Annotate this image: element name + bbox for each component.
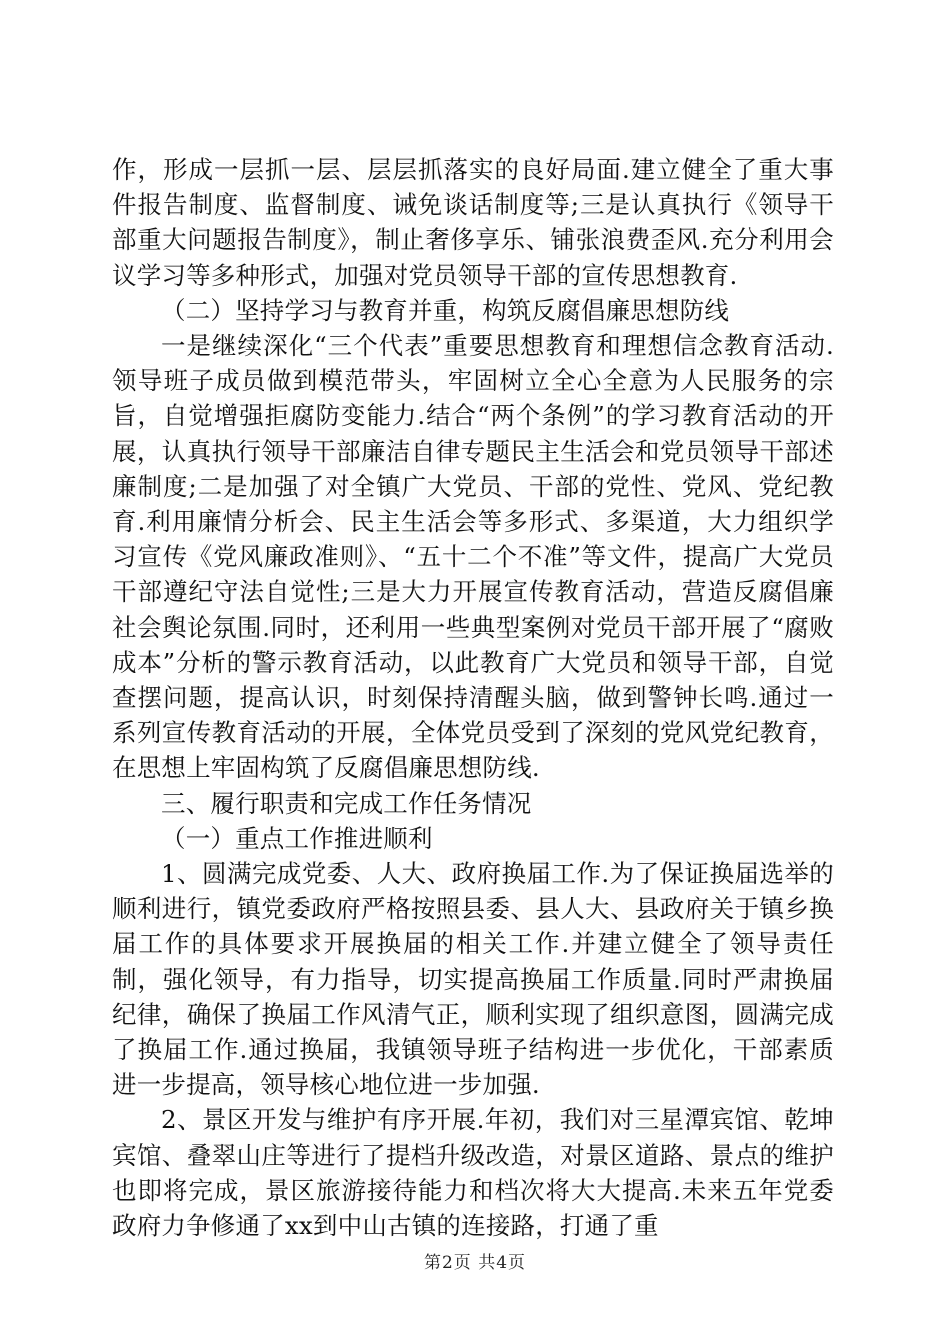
section-heading-3: 三、履行职责和完成工作任务情况 [161, 788, 532, 818]
paragraph-scenic-area: 2、景区开发与维护有序开展.年初，我们对三星潭宾馆、乾坤宾馆、叠翠山庄等进行了提档升级改造，对景区道路、景点的维护也即将完成，景区旅游接待能力和档次将大大提高.未来五年党委政府力争修通了xx到中山古镇的连接路，打通了重 [112, 1105, 834, 1241]
subsection-heading-1: （一）重点工作推进顺利 [161, 823, 433, 853]
document-body [112, 152, 834, 1243]
paragraph-education: 一是继续深化“三个代表”重要思想教育和理想信念教育活动.领导班子成员做到模范带头，牢固树立全心全意为人民服务的宗旨，自觉增强拒腐防变能力.结合“两个条例”的学习教育活动的开展，认真执行领导干部廉洁自律专题民主生活会和党员领导干部述廉制度;二是加强了对全镇广大党员、干部的党性、党风、党纪教育.利用廉情分析会、民主生活会等多形式、多渠道，大力组织学习宣传《党风廉政准则》、“五十二个不准”等文件，提高广大党员干部遵纪守法自觉性;三是大力开展宣传教育活动，营造反腐倡廉社会舆论氛围.同时，还利用一些典型案例对党员干部开展了“腐败成本”分析的警示教育活动，以此教育广大党员和领导干部，自觉查摆问题，提高认识，时刻保持清醒头脑，做到警钟长鸣.通过一系列宣传教育活动的开展，全体党员受到了深刻的党风党纪教育，在思想上牢固构筑了反腐倡廉思想防线. [112, 331, 834, 783]
paragraph-election: 1、圆满完成党委、人大、政府换届工作.为了保证换届选举的顺利进行，镇党委政府严格按照县委、县人大、县政府关于镇乡换届工作的具体要求开展换届的相关工作.并建立健全了领导责任制，强化领导，有力指导，切实提高换届工作质量.同时严肃换届纪律，确保了换届工作风清气正，顺利实现了组织意图，圆满完成了换届工作.通过换届，我镇领导班子结构进一步优化，干部素质进一步提高，领导核心地位进一步加强. [112, 859, 834, 1100]
section-heading-2: （二）坚持学习与教育并重，构筑反腐倡廉思想防线 [161, 295, 730, 325]
paragraph-continuation: 作，形成一层抓一层、层层抓落实的良好局面.建立健全了重大事件报告制度、监督制度、诫免谈话制度等;三是认真执行《领导干部重大问题报告制度》，制止奢侈享乐、铺张浪费歪风.充分利用会议学习等多种形式，加强对党员领导干部的宣传思想教育. [112, 155, 834, 290]
page-footer: 第2页 共4页 [423, 1253, 527, 1273]
